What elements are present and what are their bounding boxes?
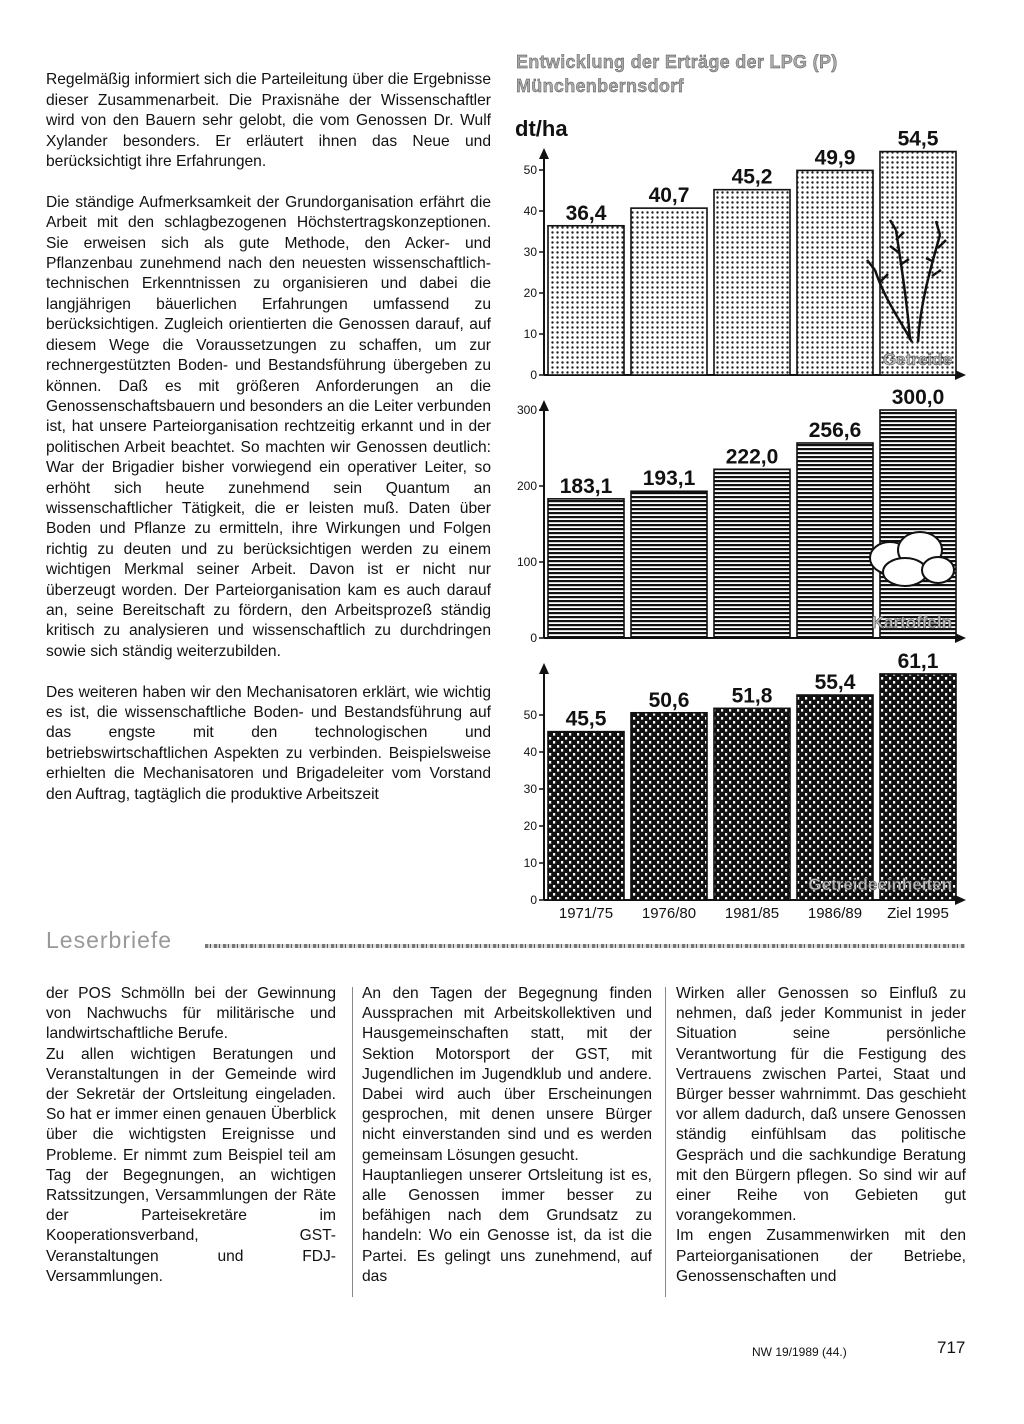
y-tick-label: 100 (516, 555, 537, 569)
y-tick-label: 50 (523, 163, 537, 177)
x-category-label: 1981/85 (724, 905, 780, 920)
article-paragraph: Des weiteren haben wir den Mechanisatoren erklärt, wie wichtig es ist, die wissenschaftliche Boden- und Bestandsführung auf das engste mit den technologischen und betriebswirtschaftlichen Aspekten zu verbinden. Beispielsweise erhielten die Mechanisatoren und Brigadeleiter vom Vorstand den Auftrag, tagtäglich die produktive Arbeitszeit (46, 683, 491, 803)
bar-kartoffeln-3 (797, 443, 873, 638)
letter-paragraph: der POS Schmölln bei der Gewinnung von Nachwuchs für militärische und landwirtschaftliche Berufe. (46, 985, 336, 1043)
bar-value-label: 55,4 (814, 671, 856, 695)
bar-value-label: 40,7 (648, 184, 690, 208)
y-tick-label: 10 (523, 327, 537, 341)
x-category-label: 1976/80 (641, 905, 697, 920)
y-axis-arrow (539, 663, 549, 674)
bar-kartoffeln-2 (714, 469, 790, 638)
bar-getreide-1 (631, 208, 707, 375)
y-tick-label: 0 (530, 631, 537, 645)
bar-value-label: 61,1 (897, 649, 939, 673)
bar-value-label: 193,1 (642, 467, 696, 491)
bar-getreide-2 (714, 190, 790, 375)
bar-value-label: 54,5 (897, 127, 939, 151)
y-tick-label: 200 (516, 479, 537, 493)
bar-getreide-3 (797, 170, 873, 375)
yield-chart (500, 120, 970, 920)
letter-column-3 (676, 984, 966, 1287)
bar-getreideeinheiten-4 (880, 674, 956, 900)
y-tick-label: 20 (523, 286, 537, 300)
y-tick-label: 20 (523, 819, 537, 833)
panel-caption: Getreide (883, 350, 952, 369)
bar-value-label: 45,2 (731, 165, 773, 189)
column-divider (665, 987, 666, 1297)
bar-value-label: 51,8 (731, 684, 773, 708)
letter-column-1 (46, 984, 336, 1287)
journal-reference: NW 19/1989 (44.) (752, 1345, 847, 1359)
section-divider (205, 944, 965, 948)
y-tick-label: 10 (523, 856, 537, 870)
letter-paragraph: Hauptanliegen unserer Ortsleitung ist es, alle Genossen immer besser zu befähigen nach dem Grundsatz zu handeln: Wo ein Genosse ist, da ist die Partei. Es gelingt uns zunehmend, auf das (362, 1166, 652, 1285)
y-axis-arrow (539, 148, 549, 159)
bar-value-label: 49,9 (814, 146, 856, 170)
y-tick-label: 0 (530, 368, 537, 382)
chart-unit-label: dt/ha (515, 116, 568, 141)
letter-column-2 (362, 984, 652, 1287)
column-divider (352, 987, 353, 1297)
y-tick-label: 30 (523, 245, 537, 259)
x-category-label: Ziel 1995 (887, 905, 949, 920)
bar-value-label: 45,5 (565, 707, 607, 731)
bar-value-label: 256,6 (808, 418, 862, 442)
letter-paragraph: Wirken aller Genossen so Einfluß zu nehmen, daß jeder Kommunist in jeder Situation seine persönliche Verantwortung für die Festigung des Vertrauens zwischen Partei, Staat und Bürger besser wahrnimmt. Das geschieht vor allem dadurch, daß unsere Genossen ständig einfühlsam das politische Gespräch und die sachkundige Beratung mit den Bürgern pflegen. So sind wir auf einer Reihe von Gebieten gut vorangekommen. (676, 985, 966, 1225)
article-column (46, 50, 491, 825)
y-tick-label: 50 (523, 708, 537, 722)
chart-title: Entwicklung der Erträge der LPG (P) Münchenbernsdorf (516, 52, 838, 96)
bar-value-label: 222,0 (725, 445, 779, 469)
x-category-label: 1971/75 (558, 905, 614, 920)
page-number: 717 (937, 1338, 966, 1357)
y-tick-label: 300 (516, 403, 537, 417)
panel-caption: Getreideeinheiten (808, 875, 952, 894)
bar-kartoffeln-0 (548, 499, 624, 638)
article-paragraph: Die ständige Aufmerksamkeit der Grundorganisation erfährt die Arbeit mit den schlagbezogenen Höchstertragskonzeptionen. Sie erweisen sich als gute Methode, den Acker- und Pflanzenbau zunehmend nach den neuesten wissenschaftlich-technischen Erkenntnissen zu organisieren und dabei die langjährigen bäuerlichen Erfahrungen umfassend zu berücksichtigen. Zugleich orientierten die Genossen darauf, auf diesem Wege die Voraussetzungen zu schaffen, um zur rechnergestützten Boden- und Bestandsführung übergeben zu können. Daß es mit größeren Anforderungen an die Genossenschaftsbauern und besonders an die Leiter verbunden ist, hat unsere Parteiorganisation rechtzeitig erkannt und in der politischen Arbeit beachtet. So machten wir Genossen deutlich: War der Brigadier bisher vorwiegend ein operativer Leiter, so erhöht sich heute zunehmend sein Quantum an wissenschaftlicher Tätigkeit, die er leisten muß. Daten über Boden und Pflanze zu ermitteln, ihre Wirkungen und Folgen richtig zu deuten und zu berücksichtigen werden zu einem wichtigen Merkmal seiner Arbeit. Davon ist er nicht nur überzeugt worden. Der Parteiorganisation kam es auch darauf an, seine Bereitschaft zu fördern, den Arbeitsprozeß ständig kritisch zu analysieren und wissenschaftlich zu durchdringen sowie sich ständig weiterzubilden. (46, 193, 491, 660)
bar-value-label: 36,4 (565, 201, 607, 225)
bar-kartoffeln-4 (880, 410, 956, 638)
bar-value-label: 300,0 (891, 386, 945, 409)
y-tick-label: 0 (530, 893, 537, 907)
bar-value-label: 183,1 (559, 474, 613, 498)
bar-value-label: 50,6 (648, 688, 690, 712)
bar-getreideeinheiten-3 (797, 695, 873, 900)
bar-getreide-0 (548, 226, 624, 375)
letter-paragraph: An den Tagen der Begegnung finden Aussprachen mit Arbeitskollektiven und Hausgemeinschaften statt, mit der Sektion Motorsport der GST, mit Jugendlichen im Jugendklub und andere. Dabei wird auch über Erscheinungen gesprochen, mit denen unsere Bürger nicht einverstanden sind und es werden gemeinsam Lösungen gesucht. (362, 985, 652, 1164)
section-heading: Leserbriefe (46, 927, 173, 953)
bar-getreideeinheiten-1 (631, 713, 707, 900)
panel-caption: Kartoffeln (871, 613, 952, 632)
y-tick-label: 40 (523, 745, 537, 759)
letter-paragraph: Im engen Zusammenwirken mit den Parteiorganisationen der Betriebe, Genossenschaften und (676, 1227, 966, 1285)
letter-paragraph: Zu allen wichtigen Beratungen und Veranstaltungen in der Gemeinde wird der Sekretär der Ortsleitung eingeladen. So hat er immer einen genauen Überblick über die wichtigsten Ereignisse und Probleme. Er nimmt zum Beispiel teil am Tag der Begegnungen, an wichtigen Ratssitzungen, Versammlungen der Räte der Parteisekretäre im Kooperationsverband, GST-Veranstaltungen und FDJ-Versammlungen. (46, 1045, 336, 1285)
bar-getreideeinheiten-2 (714, 708, 790, 900)
y-tick-label: 40 (523, 204, 537, 218)
article-paragraph: Regelmäßig informiert sich die Parteileitung über die Ergebnisse dieser Zusammenarbeit. Die Praxisnähe der Wissenschaftler wird von den Bauern sehr gelobt, die vom Genossen Dr. Wulf Xylander besonders. Er erläutert ihnen das Neue und berücksichtigt ihre Erfahrungen. (46, 71, 491, 171)
x-category-label: 1986/89 (807, 905, 863, 920)
y-tick-label: 30 (523, 782, 537, 796)
bar-getreideeinheiten-0 (548, 732, 624, 900)
bar-kartoffeln-1 (631, 491, 707, 638)
